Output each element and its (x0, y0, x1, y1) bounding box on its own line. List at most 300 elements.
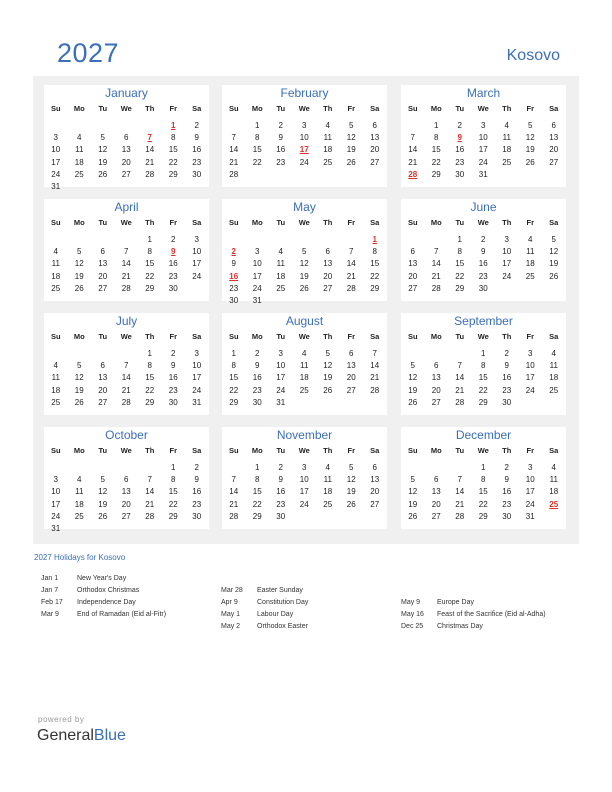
day-cell: 24 (525, 499, 535, 509)
day-cell: 13 (370, 475, 380, 485)
holiday-name: Orthodox Easter (257, 623, 308, 630)
day-cell: 28 (455, 511, 465, 521)
day-cell: 7 (349, 247, 354, 257)
day-cell: 3 (481, 121, 486, 130)
day-cell: 15 (168, 487, 178, 497)
day-cell: 8 (147, 361, 152, 371)
day-cell: 23 (229, 283, 239, 293)
holiday-date-label: Apr 9 (221, 599, 238, 606)
weekday-header: Th (145, 446, 155, 455)
day-cell: 26 (346, 499, 356, 509)
holiday-item (221, 623, 308, 630)
day-cell: 2 (504, 349, 509, 358)
weekday-header: Th (502, 218, 512, 227)
holiday-date-label: May 1 (221, 611, 241, 618)
day-cell: 20 (121, 499, 131, 509)
month-title: April (114, 200, 139, 214)
day-cell: 10 (192, 361, 202, 371)
day-cell: 25 (502, 157, 512, 167)
day-cell: 6 (372, 121, 377, 130)
month-title: October (105, 428, 148, 442)
holiday-item (221, 611, 293, 618)
day-cell: 30 (252, 397, 262, 407)
day-cell: 11 (549, 361, 558, 371)
weekday-header: Su (228, 446, 239, 455)
day-cell: 15 (431, 145, 441, 155)
weekday-header: Tu (98, 104, 108, 113)
weekday-header: Mo (251, 446, 263, 455)
month-october (44, 427, 209, 533)
day-cell: 25 (323, 499, 333, 509)
day-cell: 17 (478, 145, 488, 155)
weekday-header: Mo (73, 104, 85, 113)
weekday-header: Th (502, 446, 512, 455)
day-cell: 6 (551, 121, 556, 130)
day-cell: 10 (502, 247, 512, 257)
day-cell: 13 (370, 133, 380, 143)
day-cell: 3 (302, 121, 307, 130)
day-cell: 15 (455, 259, 465, 269)
day-cell: 20 (98, 385, 108, 395)
day-cell: 16 (478, 259, 488, 269)
month-september (401, 313, 566, 415)
month-april (44, 199, 209, 301)
day-cell: 2 (278, 463, 283, 472)
day-cell: 14 (455, 373, 465, 383)
day-cell: 9 (255, 361, 260, 371)
weekday-header: Th (502, 332, 512, 341)
day-cell: 27 (549, 157, 559, 167)
weekday-header: Mo (430, 446, 442, 455)
day-cell: 24 (252, 283, 262, 293)
weekday-header: Tu (455, 104, 465, 113)
month-title: August (285, 314, 324, 328)
day-cell: 4 (278, 247, 283, 257)
day-cell: 15 (370, 259, 380, 269)
holiday-item (41, 599, 136, 606)
day-cell: 26 (98, 169, 108, 179)
weekday-header: Mo (430, 104, 442, 113)
day-cell: 8 (481, 475, 486, 485)
weekday-header: We (120, 218, 132, 227)
day-cell: 5 (302, 247, 307, 257)
day-cell: 26 (74, 283, 84, 293)
day-cell: 26 (346, 157, 356, 167)
day-cell: 11 (51, 373, 60, 383)
day-cell: 10 (252, 259, 262, 269)
day-cell: 21 (145, 157, 155, 167)
day-cell: 25 (51, 283, 61, 293)
day-cell: 22 (145, 385, 155, 395)
day-cell: 16 (502, 487, 512, 497)
day-cell: 9 (194, 133, 199, 143)
day-cell: 3 (194, 235, 199, 244)
day-cell: 25 (74, 511, 84, 521)
day-cell: 26 (299, 283, 309, 293)
day-cell: 16 (455, 145, 465, 155)
day-cell: 27 (121, 169, 131, 179)
day-cell: 16 (168, 259, 178, 269)
day-cell: 10 (478, 133, 488, 143)
day-cell: 23 (478, 271, 488, 281)
day-cell: 20 (370, 145, 380, 155)
day-cell: 14 (229, 487, 239, 497)
day-cell: 5 (349, 121, 354, 130)
day-cell: 27 (370, 499, 380, 509)
day-cell: 22 (168, 499, 178, 509)
holiday-date: 1 (171, 121, 176, 130)
holiday-name: Christmas Day (437, 623, 483, 630)
day-cell: 21 (370, 373, 380, 383)
day-cell: 29 (145, 283, 155, 293)
day-cell: 8 (434, 133, 439, 143)
holiday-date-label: Dec 25 (401, 623, 424, 630)
day-cell: 19 (323, 373, 333, 383)
year-title: 2027 (57, 38, 120, 68)
day-cell: 8 (255, 133, 260, 143)
month-title: September (454, 314, 513, 328)
day-cell: 2 (255, 349, 260, 358)
day-cell: 24 (51, 169, 61, 179)
day-cell: 14 (121, 259, 131, 269)
day-cell: 24 (192, 271, 202, 281)
day-cell: 23 (276, 499, 286, 509)
weekday-header: Su (407, 104, 418, 113)
weekday-header: Sa (549, 218, 559, 227)
day-cell: 13 (431, 487, 441, 497)
day-cell: 13 (549, 133, 559, 143)
day-cell: 26 (98, 511, 108, 521)
holiday-name: Easter Sunday (257, 587, 303, 594)
day-cell: 4 (528, 235, 533, 244)
day-cell: 16 (276, 487, 286, 497)
weekday-header: Mo (430, 218, 442, 227)
holiday-item (41, 587, 139, 594)
day-cell: 13 (346, 361, 356, 371)
day-cell: 30 (192, 511, 202, 521)
day-cell: 26 (323, 385, 333, 395)
day-cell: 11 (526, 247, 535, 257)
holiday-name: Labour Day (257, 611, 294, 618)
day-cell: 18 (51, 385, 61, 395)
month-title: February (280, 86, 329, 100)
day-cell: 13 (98, 259, 108, 269)
month-december (401, 427, 566, 529)
weekday-header: Tu (455, 446, 465, 455)
day-cell: 31 (192, 397, 202, 407)
day-cell: 29 (252, 511, 262, 521)
weekday-header: Fr (169, 446, 177, 455)
day-cell: 3 (528, 349, 533, 358)
weekday-header: Fr (526, 104, 534, 113)
holiday-date-label: May 2 (221, 623, 241, 630)
day-cell: 11 (323, 475, 332, 485)
holiday-name: Feast of the Sacrifice (Eid al-Adha) (437, 611, 546, 618)
holiday-date: 9 (171, 247, 176, 257)
weekday-header: We (298, 104, 310, 113)
month-february (222, 85, 387, 187)
day-cell: 27 (346, 385, 356, 395)
day-cell: 27 (370, 157, 380, 167)
day-cell: 27 (431, 397, 441, 407)
day-cell: 4 (325, 463, 330, 472)
day-cell: 6 (124, 475, 129, 485)
day-cell: 18 (276, 271, 286, 281)
weekday-header: Sa (549, 104, 559, 113)
day-cell: 19 (98, 499, 108, 509)
day-cell: 6 (325, 247, 330, 257)
day-cell: 23 (502, 385, 512, 395)
weekday-header: Tu (98, 446, 108, 455)
month-title: November (276, 428, 333, 442)
weekday-header: Th (145, 104, 155, 113)
day-cell: 12 (525, 133, 535, 143)
day-cell: 28 (145, 511, 155, 521)
day-cell: 6 (434, 475, 439, 485)
day-cell: 5 (410, 361, 415, 371)
holiday-date: 16 (229, 271, 239, 281)
weekday-header: We (298, 446, 310, 455)
month-november (222, 427, 387, 529)
day-cell: 8 (372, 247, 377, 257)
day-cell: 20 (346, 373, 356, 383)
day-cell: 16 (168, 373, 178, 383)
weekday-header: Tu (276, 218, 286, 227)
weekday-header: Mo (251, 104, 263, 113)
day-cell: 6 (434, 361, 439, 371)
weekday-header: We (120, 446, 132, 455)
day-cell: 22 (431, 157, 441, 167)
month-title: June (470, 200, 497, 214)
day-cell: 14 (431, 259, 441, 269)
day-cell: 29 (478, 397, 488, 407)
weekday-header: Mo (73, 218, 85, 227)
day-cell: 16 (192, 487, 202, 497)
day-cell: 10 (525, 361, 535, 371)
weekday-header: Fr (347, 104, 355, 113)
day-cell: 15 (478, 487, 488, 497)
day-cell: 24 (276, 385, 286, 395)
day-cell: 6 (372, 463, 377, 472)
day-cell: 19 (408, 385, 418, 395)
day-cell: 19 (525, 145, 535, 155)
day-cell: 5 (551, 235, 556, 244)
day-cell: 6 (124, 133, 129, 143)
day-cell: 24 (192, 385, 202, 395)
day-cell: 25 (549, 385, 559, 395)
day-cell: 17 (502, 259, 512, 269)
day-cell: 20 (549, 145, 559, 155)
brand-logo (37, 727, 126, 745)
day-cell: 21 (121, 271, 131, 281)
weekday-header: Tu (98, 332, 108, 341)
day-cell: 28 (229, 511, 239, 521)
holiday-date-label: Feb 17 (41, 599, 63, 606)
day-cell: 29 (370, 283, 380, 293)
day-cell: 27 (323, 283, 333, 293)
day-cell: 8 (481, 361, 486, 371)
day-cell: 14 (145, 145, 155, 155)
day-cell: 29 (455, 283, 465, 293)
day-cell: 11 (276, 259, 285, 269)
day-cell: 24 (525, 385, 535, 395)
day-cell: 29 (168, 169, 178, 179)
day-cell: 18 (51, 271, 61, 281)
holiday-date: 1 (372, 235, 377, 244)
day-cell: 11 (51, 259, 60, 269)
month-january (44, 85, 209, 191)
day-cell: 2 (504, 463, 509, 472)
day-cell: 13 (98, 373, 108, 383)
day-cell: 30 (478, 283, 488, 293)
day-cell: 5 (100, 475, 105, 485)
weekday-header: Su (50, 332, 61, 341)
day-cell: 27 (121, 511, 131, 521)
weekday-header: Tu (276, 104, 286, 113)
day-cell: 18 (525, 259, 535, 269)
day-cell: 5 (77, 361, 82, 371)
day-cell: 22 (478, 499, 488, 509)
day-cell: 4 (302, 349, 307, 358)
day-cell: 30 (502, 397, 512, 407)
day-cell: 12 (346, 475, 356, 485)
day-cell: 3 (528, 463, 533, 472)
day-cell: 10 (51, 487, 61, 497)
day-cell: 30 (229, 296, 239, 305)
day-cell: 25 (323, 157, 333, 167)
day-cell: 5 (528, 121, 533, 130)
day-cell: 15 (145, 259, 155, 269)
weekday-header: We (477, 218, 489, 227)
weekday-header: Sa (192, 218, 202, 227)
holiday-date-label: May 16 (401, 611, 424, 618)
day-cell: 6 (410, 247, 415, 257)
weekday-header: Sa (192, 332, 202, 341)
day-cell: 12 (408, 373, 418, 383)
weekday-header: Fr (169, 104, 177, 113)
holiday-item (401, 599, 474, 606)
month-title: May (293, 200, 316, 214)
holiday-date-label: Mar 28 (221, 587, 243, 594)
day-cell: 15 (252, 487, 262, 497)
holiday-date-label: Jan 1 (41, 575, 59, 582)
day-cell: 9 (171, 361, 176, 371)
month-title: January (105, 86, 148, 100)
day-cell: 14 (455, 487, 465, 497)
day-cell: 22 (252, 499, 262, 509)
day-cell: 23 (276, 157, 286, 167)
weekday-header: Sa (549, 332, 559, 341)
day-cell: 12 (323, 361, 333, 371)
day-cell: 5 (410, 475, 415, 485)
weekday-header: Tu (455, 332, 465, 341)
holiday-date: 2 (231, 247, 236, 257)
day-cell: 12 (98, 487, 108, 497)
day-cell: 19 (98, 157, 108, 167)
weekday-header: Mo (73, 446, 85, 455)
day-cell: 18 (323, 145, 333, 155)
day-cell: 24 (502, 271, 512, 281)
calendar-grid (33, 76, 579, 544)
day-cell: 8 (171, 475, 176, 485)
day-cell: 26 (549, 271, 559, 281)
day-cell: 17 (252, 271, 262, 281)
day-cell: 4 (53, 247, 58, 257)
day-cell: 5 (100, 133, 105, 143)
day-cell: 5 (77, 247, 82, 257)
weekday-header: Sa (370, 218, 380, 227)
day-cell: 7 (124, 361, 129, 371)
day-cell: 2 (194, 463, 199, 472)
day-cell: 2 (481, 235, 486, 244)
day-cell: 18 (74, 157, 84, 167)
day-cell: 6 (349, 349, 354, 358)
month-july (44, 313, 209, 415)
weekday-header: Fr (347, 446, 355, 455)
holiday-name: Independence Day (77, 599, 136, 606)
day-cell: 17 (192, 373, 202, 383)
day-cell: 13 (431, 373, 441, 383)
day-cell: 21 (455, 385, 465, 395)
day-cell: 16 (192, 145, 202, 155)
day-cell: 18 (74, 499, 84, 509)
day-cell: 12 (299, 259, 309, 269)
weekday-header: Su (228, 332, 239, 341)
day-cell: 4 (504, 121, 509, 130)
day-cell: 20 (408, 271, 418, 281)
day-cell: 1 (457, 235, 462, 244)
day-cell: 9 (504, 361, 509, 371)
holiday-date: 28 (408, 169, 418, 179)
weekday-header: Fr (169, 332, 177, 341)
day-cell: 18 (549, 487, 559, 497)
day-cell: 8 (147, 247, 152, 257)
holiday-date: 7 (147, 133, 152, 143)
day-cell: 16 (502, 373, 512, 383)
weekday-header: Tu (98, 218, 108, 227)
day-cell: 25 (299, 385, 309, 395)
day-cell: 17 (525, 373, 535, 383)
weekday-header: Sa (192, 446, 202, 455)
day-cell: 7 (410, 133, 415, 143)
weekday-header: Tu (276, 332, 286, 341)
day-cell: 30 (276, 511, 286, 521)
day-cell: 12 (74, 373, 84, 383)
holiday-name: Orthodox Christmas (77, 587, 140, 594)
day-cell: 22 (252, 157, 262, 167)
day-cell: 9 (194, 475, 199, 485)
day-cell: 1 (481, 463, 486, 472)
day-cell: 23 (168, 385, 178, 395)
holiday-item (41, 611, 166, 618)
day-cell: 3 (194, 349, 199, 358)
day-cell: 19 (74, 385, 84, 395)
day-cell: 1 (255, 463, 260, 472)
weekday-header: Su (50, 218, 61, 227)
day-cell: 12 (98, 145, 108, 155)
day-cell: 4 (551, 463, 556, 472)
day-cell: 20 (431, 385, 441, 395)
day-cell: 10 (51, 145, 61, 155)
day-cell: 21 (121, 385, 131, 395)
day-cell: 21 (408, 157, 418, 167)
day-cell: 6 (100, 361, 105, 371)
day-cell: 14 (229, 145, 239, 155)
day-cell: 19 (74, 271, 84, 281)
holiday-name: Europe Day (437, 599, 474, 606)
day-cell: 14 (121, 373, 131, 383)
day-cell: 5 (325, 349, 330, 358)
